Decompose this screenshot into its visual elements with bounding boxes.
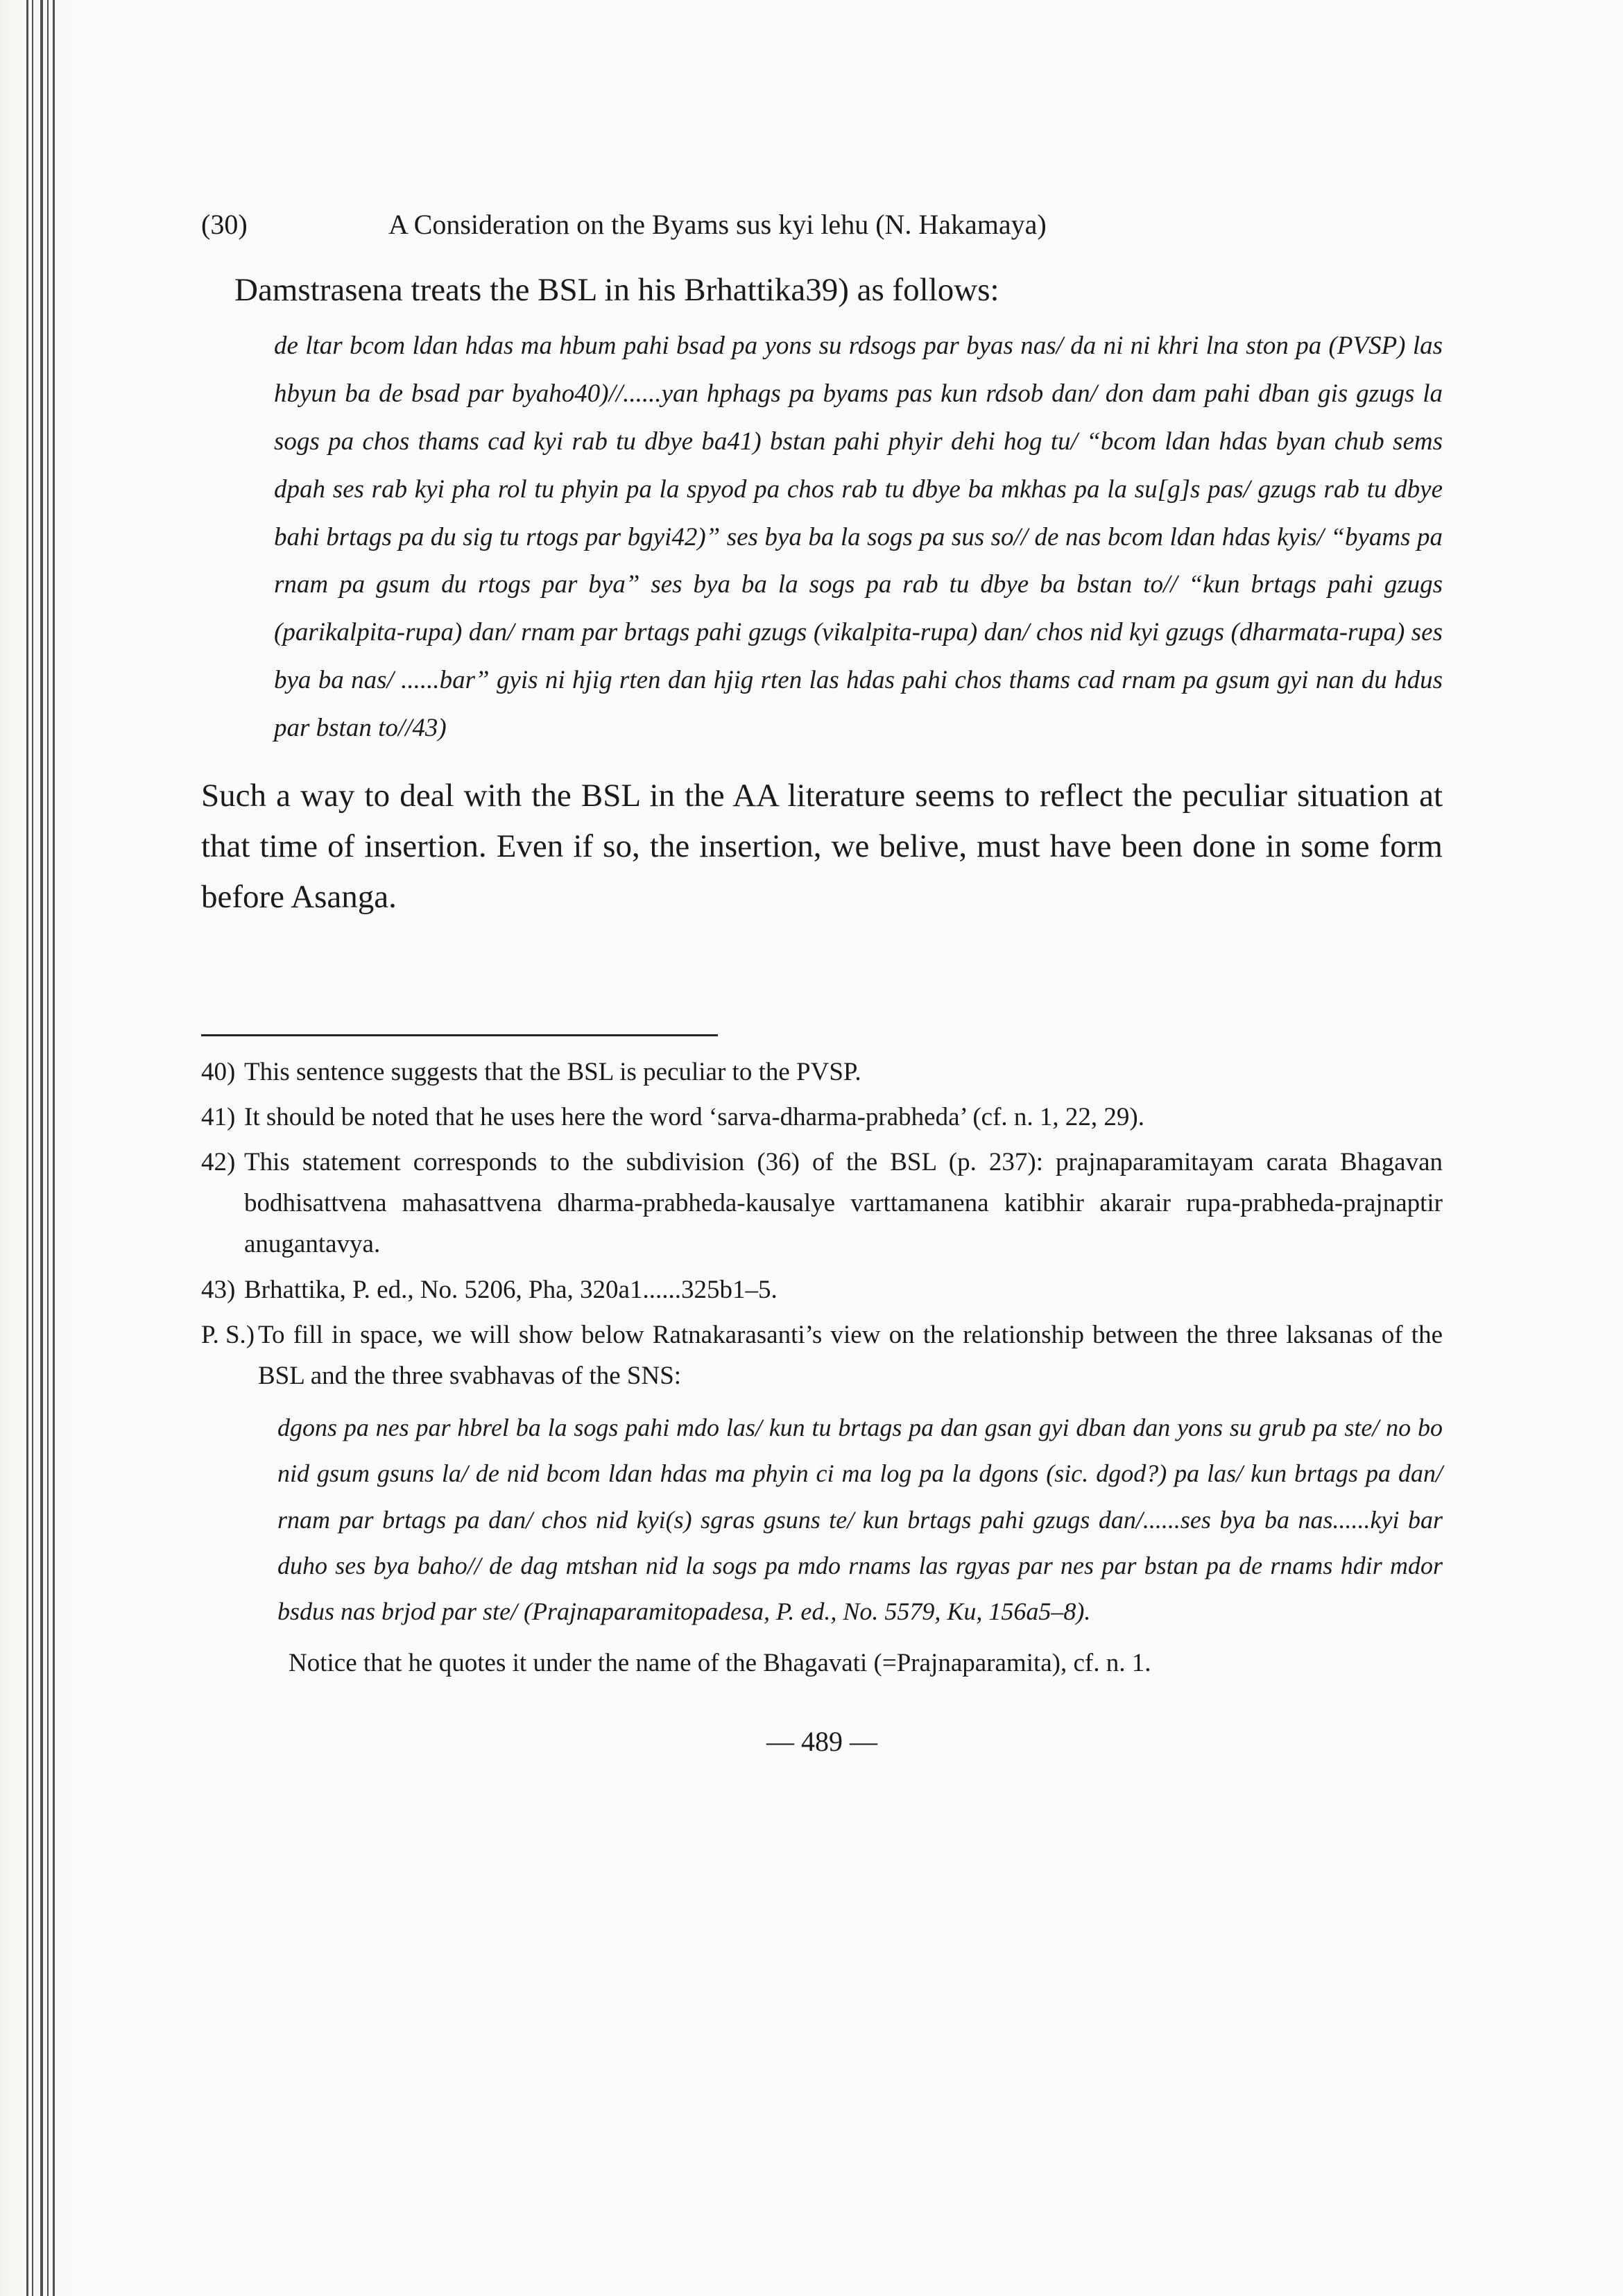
footnote-number: 40) [201, 1057, 236, 1086]
postscript-text: To fill in space, we will show below Ratnakarasanti’s view on the relationship between the three laksanas of the BSL and the three svabhavas of the SNS: [258, 1320, 1443, 1390]
footnote-text: It should be noted that he uses here the word ‘sarva-dharma-prabheda’ (cf. n. 1, 22, 29). [244, 1102, 1144, 1131]
footnote-number: 41) [201, 1102, 236, 1131]
main-paragraph: Such a way to deal with the BSL in the AA literature seems to reflect the peculiar situation at that time of insertion. Even if so, the insertion, we belive, must have been done in some form before Asanga. [201, 777, 1443, 916]
postscript-label: P. S.) [201, 1320, 255, 1349]
footnote [201, 1269, 1443, 1310]
page-folio-number: — 489 — [766, 1726, 877, 1758]
tibetan-quotation: de ltar bcom ldan hdas ma hbum pahi bsad pa yons su rdsogs par byas nas/ da ni ni khri lna ston pa (PVSP) las hbyun ba de bsad par byaho40)//......yan hphags pa byams pas kun rdsob dan/ don dam pahi dban gis gzugs la sogs pa chos thams cad kyi rab tu dbye ba41) bstan pahi phyir dehi hog tu/ “bcom ldan hdas byan chub sems dpah ses rab kyi pha rol tu phyin pa la spyod pa chos rab tu dbye ba mkhas pa la su[g]s pas/ gzugs rab tu dbye bahi brtags pa du sig tu rtogs par bgyi42)” ses bya ba la sogs pa sus so// de nas bcom ldan hdas kyis/ “byams pa rnam pa gsum du rtogs par bya” ses bya ba la sogs pa rab tu dbye ba bstan to// “kun brtags pahi gzugs (parikalpita-rupa) dan/ rnam par brtags pahi gzugs (vikalpita-rupa) dan/ chos nid kyi gzugs (dharmata-rupa) ses bya ba nas/ ......bar” gyis ni hjig rten dan hjig rten las hdas pahi chos thams cad rnam pa gsum gyi nan du hdus par bstan to//43) [274, 332, 1443, 742]
header-title: A Consideration on the Byams sus kyi lehu (N. Hakamaya) [388, 209, 1047, 240]
postscript-notice: Notice that he quotes it under the name of the Bhagavati (=Prajnaparamita), cf. n. 1. [289, 1649, 1151, 1678]
intro-paragraph: Damstrasena treats the BSL in his Brhattika39) as follows: [234, 272, 999, 308]
header-page-number: (30) [201, 209, 248, 240]
footnote-text: This statement corresponds to the subdivision (36) of the BSL (p. 237): prajnaparamitayam carata Bhagavan bodhisattvena mahasattvena dharma-prabheda-kausalye varttamanena katibhir akarair rupa-prabheda-prajnaptir anugantavya. [244, 1147, 1443, 1259]
footnotes [201, 1052, 1443, 1397]
footnote [201, 1052, 1443, 1093]
running-header [201, 208, 1443, 250]
postscript [201, 1314, 1443, 1396]
footnote-text: Brhattika, P. ed., No. 5206, Pha, 320a1......325b1–5. [244, 1275, 778, 1304]
footnote-number: 43) [201, 1275, 236, 1304]
footnote [201, 1097, 1443, 1138]
footnote-number: 42) [201, 1147, 236, 1176]
footnote-text: This sentence suggests that the BSL is peculiar to the PVSP. [244, 1057, 861, 1086]
document-page [201, 208, 1443, 1758]
postscript-tibetan-quotation: dgons pa nes par hbrel ba la sogs pahi mdo las/ kun tu brtags pa dan gsan gyi dban dan yons su grub pa ste/ no bo nid gsum gsuns la/ de nid bcom ldan hdas ma phyin ci ma log pa la dgons (sic. dgod?) pa las/ kun brtags pa dan/ rnam par brtags pa dan/ chos nid kyi(s) sgras gsuns te/ kun brtags pahi gzugs dan/......ses bya ba nas......kyi bar duho ses bya baho// de dag mtshan nid la sogs pa mdo rnams las rgyas par nes par bstan pa de rnams hdir mdor bsdus nas brjod par ste/ (Prajnaparamitopadesa, P. ed., No. 5579, Ku, 156a5–8). [277, 1414, 1443, 1625]
footnote [201, 1142, 1443, 1265]
footnote-rule [201, 1034, 718, 1036]
book-binding-edge [0, 0, 76, 2296]
